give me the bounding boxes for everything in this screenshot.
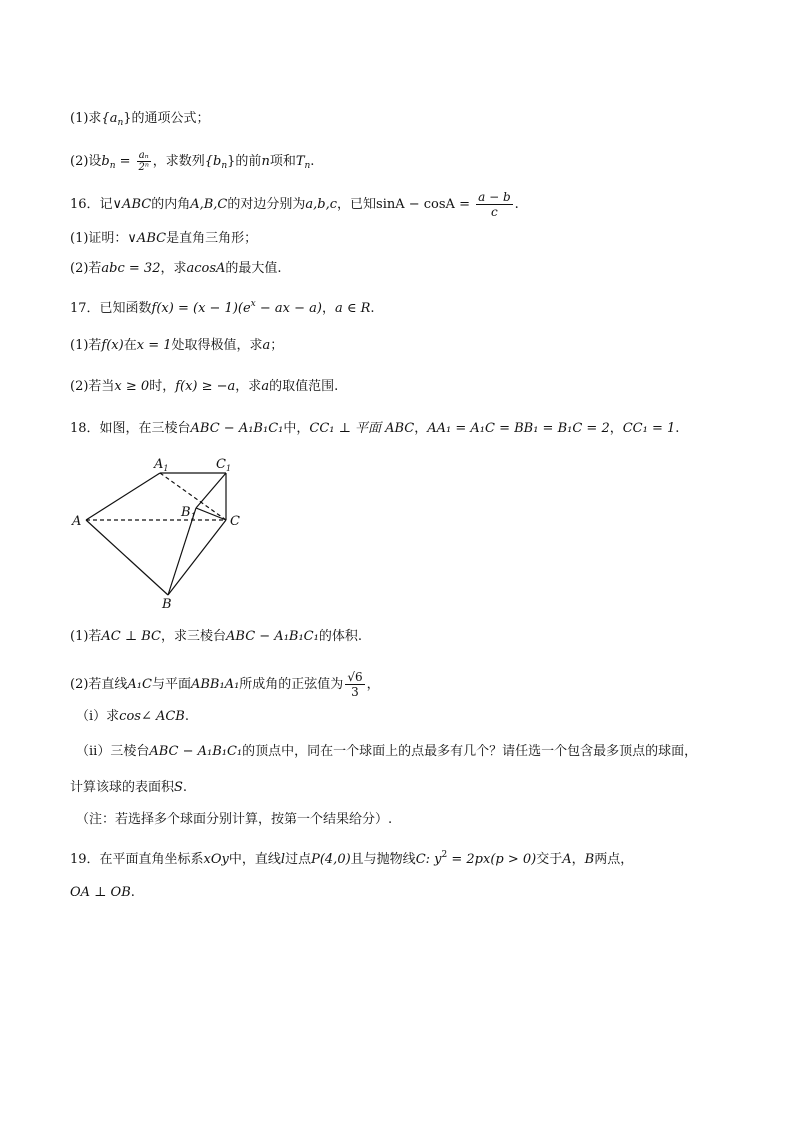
q18-part2-end: ， — [366, 677, 380, 692]
q18-number: 18．如图，在三棱台 — [70, 421, 191, 436]
q15-part2-fraction — [137, 150, 151, 173]
q17-part1-text: 在 — [123, 338, 137, 353]
q15-part2-text2: 的前 — [235, 154, 262, 169]
q18-part2-text: 与平面 — [151, 677, 191, 692]
q18-part1-text2: 的体积. — [318, 629, 362, 644]
fraction-denominator: 2ⁿ — [138, 162, 149, 173]
q15-part1-sub: n — [117, 118, 124, 128]
q19-comma: ， — [571, 852, 585, 867]
q19-parabola-exp: 2 — [441, 850, 448, 860]
q15-part2-eq: = — [115, 154, 135, 169]
q19-text: 中，直线 — [228, 852, 281, 867]
q17-function2: − ax − a) — [255, 301, 322, 316]
fraction-denominator: c — [491, 205, 498, 219]
q19-coords: xOy — [203, 852, 229, 867]
edge-B1-C — [196, 508, 226, 520]
q19-cond — [70, 884, 135, 902]
q18-perp: CC₁ ⊥ 平面 ABC — [309, 421, 415, 436]
q18-part1 — [70, 628, 362, 646]
q17-part2 — [70, 378, 338, 396]
q17-part2-a: a — [261, 379, 270, 394]
q16-part1-text: 是直角三角形； — [166, 231, 258, 246]
q19-text3: 且与抛物线 — [350, 852, 416, 867]
fraction-numerator: aₙ — [138, 150, 149, 161]
q17-part2-x: x ≥ 0 — [114, 379, 150, 394]
q18-part2-plane: ABB₁A₁ — [190, 677, 240, 692]
q17-part1-text2: 处取得极值，求 — [171, 338, 263, 353]
q19-parabola: C: y — [415, 852, 442, 867]
q19-text2: 过点 — [285, 852, 312, 867]
fraction-numerator: a − b — [478, 190, 511, 204]
q19-end: . — [130, 885, 135, 900]
q18-text: 中， — [283, 421, 310, 436]
q18-ii-label: （ii）三棱台 — [76, 744, 150, 759]
q16-part2-text2: 的最大值. — [225, 261, 282, 276]
q19-A: A — [562, 852, 572, 867]
q15-part1 — [70, 110, 210, 132]
q18-ii-frustum: ABC − A₁B₁C₁ — [149, 744, 243, 759]
q19-number: 19．在平面直角坐标系 — [70, 852, 204, 867]
frustum-figure — [68, 450, 258, 614]
q18-i-expr: cos∠ ACB — [119, 709, 185, 724]
q18-ii-text: 的顶点中，同在一个球面上的点最多有几个？请任选一个包含最多顶点的球面， — [242, 744, 698, 759]
q18-part1-frustum: ABC − A₁B₁C₁ — [226, 629, 319, 644]
q16-number: 16．记 — [70, 197, 113, 212]
q18-part2 — [70, 670, 380, 699]
q18-part2-ii — [76, 743, 697, 761]
q19-parabola2: = 2px(p > 0) — [447, 852, 537, 867]
label-B: B — [162, 597, 172, 612]
q18-part1-text: ，求三棱台 — [161, 629, 227, 644]
q16-angles: A,B,C — [190, 197, 228, 212]
fraction-numerator: √6 — [347, 670, 363, 684]
q15-part1-seq: {a — [101, 111, 118, 126]
q15-part2-seq: {b — [204, 154, 222, 169]
edge-A-B — [86, 520, 168, 595]
q18-frustum: ABC − A₁B₁C₁ — [190, 421, 284, 436]
q18-part2-label: (2)若直线 — [70, 677, 128, 692]
q19-stem — [70, 846, 633, 869]
q17-part1-text3: ； — [270, 338, 284, 353]
q16-stem — [70, 190, 519, 219]
q16-part1-label: (1)证明： — [70, 231, 128, 246]
q19-text5: 两点， — [594, 852, 634, 867]
edge-B1-C1 — [196, 473, 226, 508]
q16-end: . — [514, 197, 519, 212]
q17-exponent: x — [250, 299, 256, 309]
q16-text: 的内角 — [151, 197, 191, 212]
q18-part2-line: A₁C — [127, 677, 152, 692]
q18-cc1: CC₁ = 1 — [622, 421, 676, 436]
q17-stem — [70, 295, 375, 318]
q19-point: P(4,0) — [311, 852, 351, 867]
q16-fraction — [476, 190, 513, 219]
q17-part1-a: a — [262, 338, 271, 353]
q17-part2-text3: 的取值范围. — [269, 379, 339, 394]
q17-part1 — [70, 337, 283, 355]
q18-part2-text2: 所成角的正弦值为 — [239, 677, 344, 692]
q15-part1-text: 的通项公式； — [131, 111, 210, 126]
q16-part1-triangle: ∨ABC — [127, 231, 167, 246]
q18-equal-lengths: AA₁ = A₁C = BB₁ = B₁C = 2 — [427, 421, 610, 436]
q17-part1-f: f(x) — [101, 338, 124, 353]
q18-comma: ， — [414, 421, 428, 436]
label-B1: $B_1$ — [181, 505, 196, 521]
q17-part2-inequality: f(x) ≥ −a — [175, 379, 236, 394]
q18-comma2: ， — [609, 421, 623, 436]
q18-ii-end: . — [182, 780, 188, 795]
q17-number: 17．已知函数 — [70, 301, 152, 316]
q19-perp: OA ⊥ OB — [70, 885, 131, 900]
q17-domain: a ∈ R — [334, 301, 371, 316]
q16-part2 — [70, 260, 282, 278]
q15-part2-n: n — [261, 154, 270, 169]
q16-part2-label: (2)若 — [70, 261, 102, 276]
q18-part2-ii-cont — [70, 779, 187, 797]
edge-B-B1 — [168, 508, 196, 595]
q17-part1-x: x = 1 — [136, 338, 172, 353]
label-A1: $A_1$ — [154, 457, 169, 473]
q17-end: . — [370, 301, 375, 316]
q15-part2-seqclose: } — [227, 154, 236, 169]
q18-end: . — [675, 421, 680, 436]
q15-part2-bsub: n — [109, 161, 116, 171]
q18-part1-label: (1)若 — [70, 629, 102, 644]
q18-ii-S: S — [174, 780, 183, 795]
q15-part2-Tsub: n — [304, 161, 311, 171]
q16-text2: 的对边分别为 — [227, 197, 306, 212]
q18-part2-fraction — [345, 670, 364, 699]
q15-part2-T: T — [295, 154, 305, 169]
q16-part2-text: ，求 — [160, 261, 187, 276]
q18-stem — [70, 420, 679, 438]
q17-function: f(x) = (x − 1)(e — [151, 301, 251, 316]
q18-part1-cond: AC ⊥ BC — [101, 629, 161, 644]
q18-ii-text2: 计算该球的表面积 — [70, 780, 175, 795]
q15-part2 — [70, 150, 314, 175]
q15-part2-text3: 项和 — [269, 154, 296, 169]
q16-text3: ，已知 — [337, 197, 377, 212]
q15-part2-b: b — [101, 154, 110, 169]
q18-note-text: （注：若选择多个球面分别计算，按第一个结果给分）. — [76, 812, 393, 827]
q17-comma: ， — [321, 301, 335, 316]
q19-B: B — [584, 852, 595, 867]
q17-part2-label: (2)若当 — [70, 379, 115, 394]
q18-i-end: . — [184, 709, 190, 724]
q17-part1-label: (1)若 — [70, 338, 102, 353]
q16-sides: a,b,c — [305, 197, 338, 212]
q15-part2-text: ，求数列 — [152, 154, 205, 169]
q16-equation: sinA − cosA = — [376, 197, 475, 212]
q16-part1 — [70, 230, 257, 248]
edge-B-C — [168, 520, 226, 595]
q15-part2-end: . — [310, 154, 315, 169]
q18-note — [76, 811, 392, 829]
q16-part2-expr: acosA — [186, 261, 226, 276]
q18-part2-i — [76, 708, 189, 726]
q15-part2-label: (2)设 — [70, 154, 102, 169]
q17-part2-text: 时， — [149, 379, 176, 394]
label-C: C — [230, 514, 240, 529]
q19-line: l — [280, 852, 286, 867]
q19-text4: 交于 — [536, 852, 563, 867]
q16-part2-condition: abc = 32 — [101, 261, 161, 276]
q15-part1-close: } — [123, 111, 132, 126]
edge-A-A1 — [86, 473, 160, 520]
q16-triangle: ∨ABC — [112, 197, 152, 212]
label-A: A — [72, 514, 82, 529]
q18-i-label: （i）求 — [76, 709, 120, 724]
q15-part2-seqsub: n — [221, 161, 228, 171]
q17-part2-text2: ，求 — [235, 379, 262, 394]
label-C1: $C_1$ — [216, 457, 232, 473]
q15-part1-label: (1)求 — [70, 111, 102, 126]
fraction-denominator: 3 — [351, 685, 359, 699]
